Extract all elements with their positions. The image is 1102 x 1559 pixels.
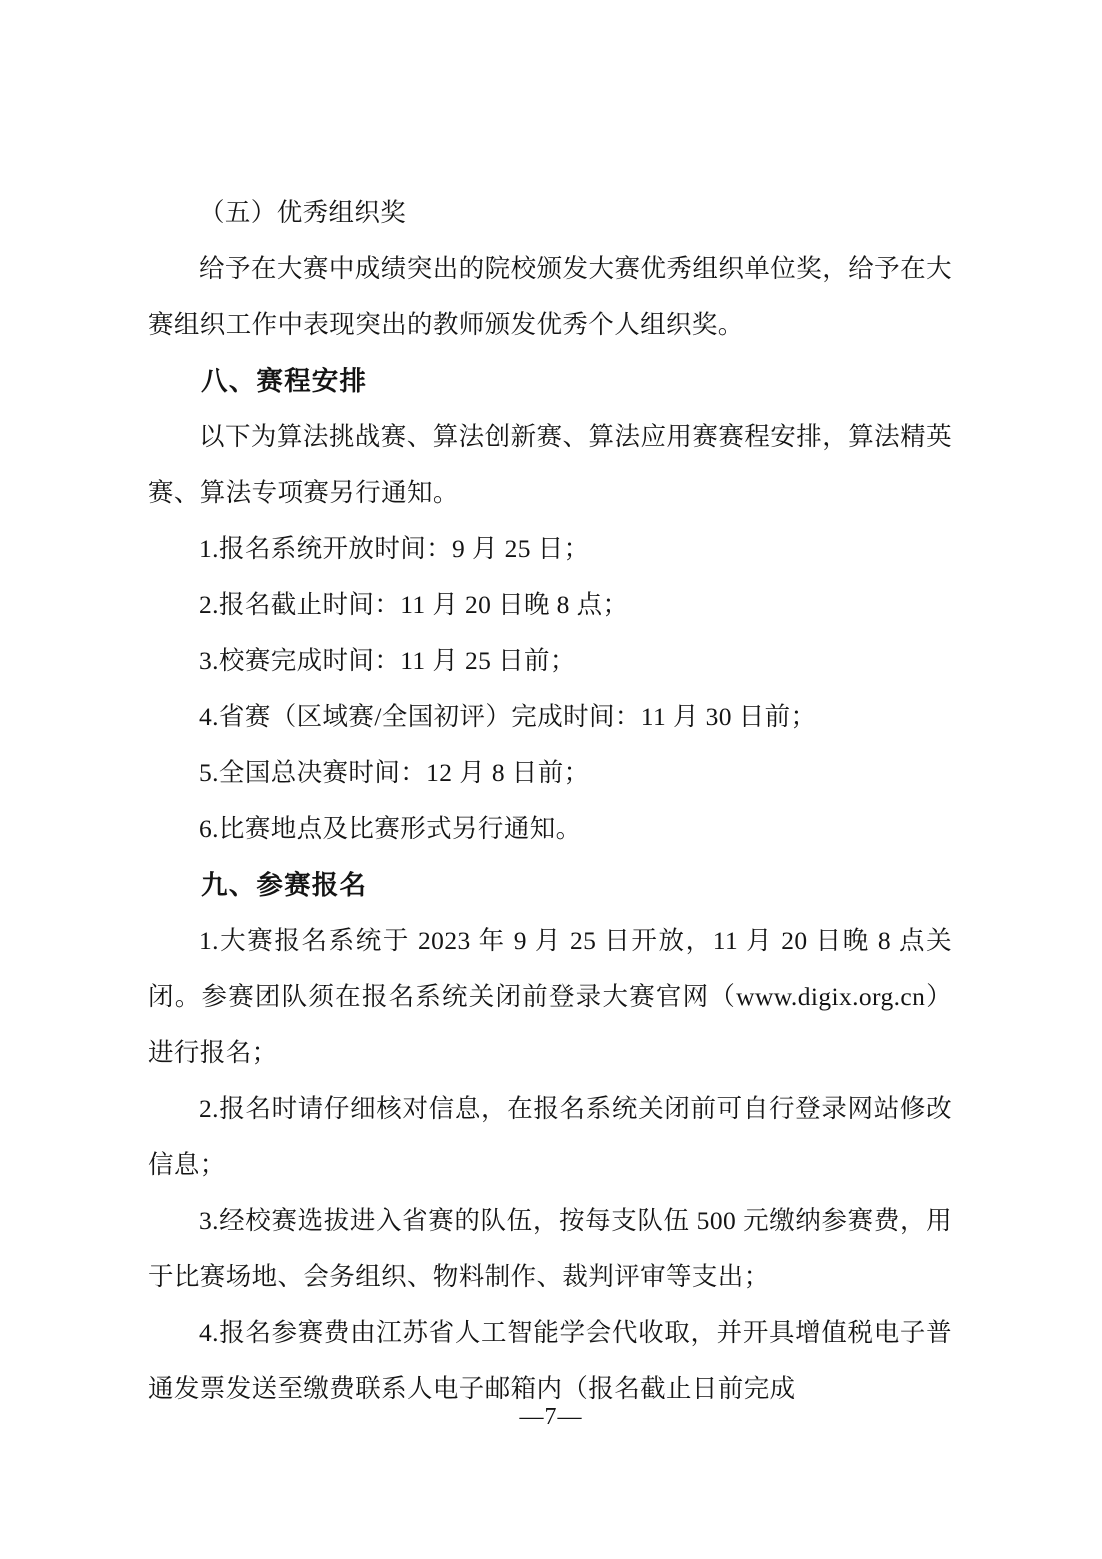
- schedule-item-5: 5.全国总决赛时间：12 月 8 日前；: [199, 758, 590, 787]
- page-number: —7—: [519, 1404, 583, 1430]
- heading-registration: 九、参赛报名: [201, 870, 368, 900]
- schedule-item-3: 3.校赛完成时间：11 月 25 日前；: [199, 646, 576, 675]
- heading-schedule: 八、赛程安排: [201, 366, 368, 396]
- schedule-item-1: 1.报名系统开放时间：9 月 25 日；: [199, 534, 590, 563]
- registration-item-2: 2.报名时请仔细核对信息，在报名系统关闭前可自行登录网站修改信息；: [148, 1094, 952, 1179]
- schedule-intro: 以下为算法挑战赛、算法创新赛、算法应用赛赛程安排，算法精英赛、算法专项赛另行通知。: [148, 422, 952, 507]
- registration-item-3: 3.经校赛选拔进入省赛的队伍，按每支队伍 500 元缴纳参赛费，用于比赛场地、会务组织、物料制作、裁判评审等支出；: [148, 1206, 952, 1291]
- schedule-item-4: 4.省赛（区域赛/全国初评）完成时间：11 月 30 日前；: [199, 702, 817, 731]
- organization-award-desc: 给予在大赛中成绩突出的院校颁发大赛优秀组织单位奖，给予在大赛组织工作中表现突出的教师颁发优秀个人组织奖。: [148, 254, 952, 339]
- schedule-item-6: 6.比赛地点及比赛形式另行通知。: [199, 814, 582, 843]
- schedule-item-2: 2.报名截止时间：11 月 20 日晚 8 点；: [199, 590, 629, 619]
- registration-item-4: 4.报名参赛费由江苏省人工智能学会代收取，并开具增值税电子普通发票发送至缴费联系人电子邮箱内（报名截止日前完成: [148, 1318, 952, 1403]
- document-body: [148, 185, 952, 1417]
- section-five-title: （五）优秀组织奖: [199, 198, 407, 227]
- registration-item-1: 1.大赛报名系统于 2023 年 9 月 25 日开放，11 月 20 日晚 8 点关闭。参赛团队须在报名系统关闭前登录大赛官网（www.digix.org.cn）进行报名；: [148, 926, 952, 1067]
